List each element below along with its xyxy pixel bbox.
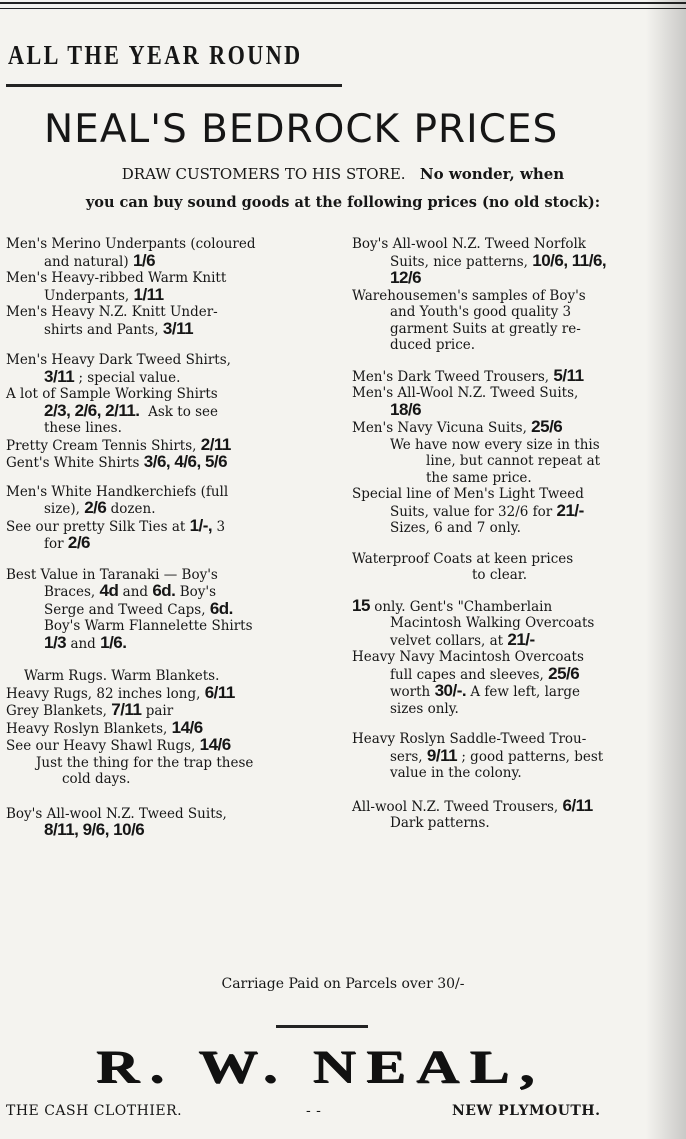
item-text: ; special value. — [78, 369, 181, 386]
price: 5/11 — [553, 365, 584, 385]
subtitle-line-2 — [0, 194, 686, 211]
item-text: Men's Dark Tweed Trousers, — [352, 368, 550, 385]
list-item — [352, 236, 652, 288]
item-text: Warm Rugs. Warm Blankets. — [24, 668, 220, 684]
list-item — [352, 595, 652, 650]
item-text: velvet collars, at — [390, 632, 504, 649]
list-item — [352, 731, 652, 782]
price: 18/6 — [390, 399, 422, 419]
list-item — [352, 288, 652, 354]
item-text: Special line of Men's Light Tweed — [352, 486, 584, 502]
item-text: 3 — [216, 518, 226, 535]
header-underline — [6, 84, 342, 87]
item-text: dozen. — [110, 501, 156, 517]
list-item — [352, 795, 652, 832]
subtitle-part-b: No wonder, when — [419, 165, 565, 183]
subtitle-line-2-text: you can buy sound goods at the following prices (no old stock): — [85, 194, 601, 211]
price: 30/-. — [434, 681, 467, 700]
top-border — [0, 2, 686, 4]
carriage-note: Carriage Paid on Parcels over 30/- — [221, 976, 465, 992]
item-text: Best Value in Taranaki — Boy's — [6, 566, 218, 583]
item-text: pair — [145, 703, 174, 719]
item-text: cold days. — [62, 771, 131, 787]
price: 2/6 — [84, 498, 107, 517]
footer-right: NEW PLYMOUTH. — [452, 1103, 601, 1119]
item-text: and Youth's good quality 3 — [390, 304, 572, 320]
item-text: Boy's All-wool N.Z. Tweed Suits, — [6, 805, 227, 822]
list-item — [6, 236, 306, 270]
ad-title: NEAL'S BEDROCK PRICES — [44, 107, 559, 152]
item-text: Boy's — [179, 584, 217, 600]
list-item — [6, 484, 306, 518]
item-text: Men's Heavy Dark Tweed Shirts, — [6, 352, 231, 368]
list-item — [352, 649, 652, 717]
price: 8/11, 9/6, 10/6 — [44, 820, 145, 839]
price: 1/11 — [133, 284, 164, 304]
price: 2/3, 2/6, 2/11. — [44, 400, 140, 420]
item-text: and — [70, 635, 96, 652]
subtitle-line-1 — [0, 165, 686, 183]
item-text: Sizes, 6 and 7 only. — [390, 520, 521, 536]
price: 1/6 — [132, 250, 156, 270]
item-text: Gent's White Shirts — [6, 455, 140, 471]
item-text: sizes only. — [390, 700, 459, 717]
item-text: full capes and sleeves, — [390, 666, 544, 683]
item-text: Heavy Roslyn Blankets, — [6, 720, 168, 737]
price: 3/11 — [162, 318, 194, 338]
item-text: Men's All-Wool N.Z. Tweed Suits, — [352, 385, 579, 401]
item-text: See our pretty Silk Ties at — [6, 518, 186, 535]
item-text: Just the thing for the trap these — [36, 754, 254, 771]
price: 6/11 — [204, 682, 235, 702]
item-text: and — [122, 584, 149, 600]
price: 4d — [99, 581, 119, 600]
item-text: these lines. — [44, 420, 122, 436]
item-text: line, but cannot repeat at — [426, 453, 601, 469]
item-text: A lot of Sample Working Shirts — [6, 386, 218, 402]
item-text: ; good patterns, best — [461, 748, 604, 765]
price: 2/6 — [67, 533, 91, 552]
left-column — [6, 236, 306, 840]
item-text: Boy's All-wool N.Z. Tweed Norfolk — [352, 236, 586, 252]
list-item — [6, 386, 306, 437]
list-item — [352, 419, 652, 486]
list-item — [352, 365, 652, 420]
item-text: Men's Merino Underpants (coloured — [6, 236, 256, 252]
price: 14/6 — [171, 717, 203, 737]
price: 12/6 — [390, 268, 422, 287]
price: 14/6 — [199, 735, 231, 754]
item-text: Men's Heavy N.Z. Knitt Under- — [6, 304, 218, 320]
item-text: and natural) — [44, 253, 129, 270]
item-text: only. Gent's "Chamberlain — [374, 598, 553, 615]
list-item — [6, 352, 306, 386]
price: 21/- — [556, 500, 584, 520]
item-text: A few left, large — [470, 684, 581, 700]
price: 1/3 — [44, 632, 67, 652]
item-text: Boy's Warm Flannelette Shirts — [44, 618, 253, 634]
item-text: Warehousemen's samples of Boy's — [352, 287, 586, 304]
right-column — [352, 236, 652, 832]
price: 6/11 — [562, 795, 593, 815]
list-item — [6, 304, 306, 338]
item-text: Heavy Roslyn Saddle-Tweed Trou- — [352, 731, 587, 747]
price: 3/11 — [44, 366, 75, 386]
list-item — [6, 515, 306, 553]
item-text: worth — [390, 684, 431, 700]
item-text: See our Heavy Shawl Rugs, — [6, 738, 196, 754]
item-text: to clear. — [472, 567, 528, 583]
price: 25/6 — [548, 663, 580, 683]
divider-dash — [276, 1025, 368, 1028]
top-border-thin — [0, 8, 686, 9]
price: 6d. — [209, 598, 233, 618]
item-text: garment Suits at greatly re- — [390, 320, 581, 337]
list-item — [352, 486, 652, 537]
item-text: Underpants, — [44, 287, 130, 304]
price: 21/- — [507, 629, 535, 649]
price: 2/11 — [200, 434, 231, 454]
item-text: Men's White Handkerchiefs (full — [6, 483, 229, 500]
item-text: Heavy Navy Macintosh Overcoats — [352, 649, 584, 665]
item-text: for — [44, 536, 64, 552]
item-text: shirts and Pants, — [44, 321, 159, 338]
footer-dashes: - - — [306, 1103, 322, 1119]
item-text: Grey Blankets, — [6, 703, 107, 719]
price: 9/11 — [426, 745, 458, 765]
price: 1/-, — [189, 515, 213, 535]
price: 1/6. — [100, 632, 127, 652]
price: 7/11 — [111, 700, 142, 719]
price: 10/6, 11/6, — [532, 250, 607, 270]
item-text: the same price. — [426, 469, 532, 486]
list-item — [6, 454, 306, 472]
item-text: All-wool N.Z. Tweed Trousers, — [352, 798, 559, 815]
item-text: Ask to see — [148, 403, 219, 420]
footer-left: THE CASH CLOTHIER. — [6, 1103, 183, 1119]
list-item — [6, 668, 306, 788]
item-text: We have now every size in this — [390, 436, 600, 453]
item-text: Heavy Rugs, 82 inches long, — [6, 685, 201, 702]
item-text: sers, — [390, 748, 423, 765]
list-item — [6, 806, 306, 840]
item-text: Serge and Tweed Caps, — [44, 601, 206, 618]
small-header: ALL THE YEAR ROUND — [8, 40, 303, 70]
item-text: Dark patterns. — [390, 815, 490, 831]
price: 3/6, 4/6, 5/6 — [143, 452, 228, 471]
list-item — [352, 551, 652, 584]
item-text: Macintosh Walking Overcoats — [390, 615, 595, 631]
item-text: Braces, — [44, 584, 96, 600]
brand-name: R. W. NEAL, — [95, 1040, 545, 1093]
item-text: Suits, value for 32/6 for — [390, 503, 553, 520]
item-text: Suits, nice patterns, — [390, 253, 528, 270]
price: 6d. — [152, 581, 176, 600]
list-item — [6, 567, 306, 653]
item-text: Men's Heavy-ribbed Warm Knitt — [6, 270, 227, 286]
item-text: size), — [44, 501, 80, 517]
item-text: Pretty Cream Tennis Shirts, — [6, 437, 197, 454]
item-text: value in the colony. — [390, 765, 522, 781]
subtitle-part-a: DRAW CUSTOMERS TO HIS STORE. — [121, 165, 406, 183]
item-text: Waterproof Coats at keen prices — [352, 550, 574, 567]
list-item — [6, 270, 306, 304]
item-text: Men's Navy Vicuna Suits, — [352, 420, 527, 436]
quantity: 15 — [352, 595, 370, 615]
price: 25/6 — [531, 417, 563, 436]
item-text: duced price. — [390, 337, 476, 353]
